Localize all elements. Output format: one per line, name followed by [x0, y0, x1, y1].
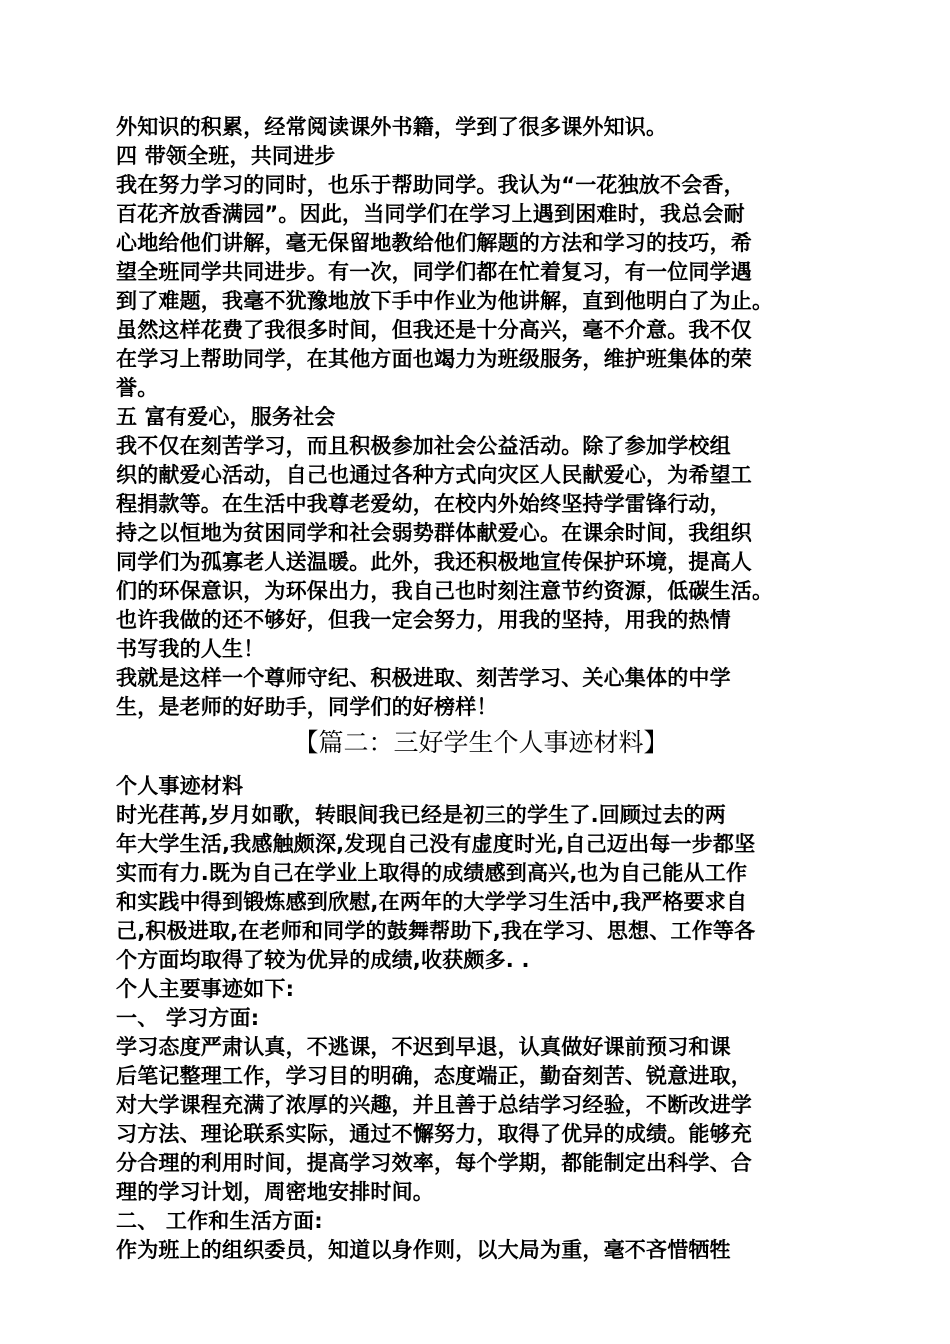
text-line: 和实践中得到锻炼感到欣慰,在两年的大学学习生活中,我严格要求自 — [116, 890, 748, 914]
text-line: 己,积极进取,在老师和同学的鼓舞帮助下,我在学习、思想、工作等各 — [116, 919, 756, 943]
subheading-four: 四 带领全班，共同进步 — [116, 144, 336, 168]
document-page — [116, 113, 846, 1265]
section-part2 — [116, 772, 846, 1265]
text-line: 在学习上帮助同学，在其他方面也竭力为班级服务，维护班集体的荣 — [116, 347, 752, 371]
text-line: 生，是老师的好助手，同学们的好榜样！ — [116, 695, 498, 719]
subheading-study: 一、 学习方面: — [116, 1006, 260, 1030]
section-title: 【篇二：三好学生个人事迹材料】 — [293, 728, 669, 757]
text-line: 程捐款等。在生活中我尊老爱幼，在校内外始终坚持学雷锋行动， — [116, 492, 731, 516]
text-line: 实而有力.既为自己在学业上取得的成绩感到高兴,也为自己能从工作 — [116, 861, 748, 885]
text-line: 外知识的积累，经常阅读课外书籍，学到了很多课外知识。 — [116, 115, 668, 139]
text-line: 后笔记整理工作，学习目的明确，态度端正，勤奋刻苦、锐意进取， — [116, 1064, 752, 1088]
text-line: 百花齐放香满园”。因此，当同学们在学习上遇到困难时，我总会耐 — [116, 202, 745, 226]
text-line: 习方法、理论联系实际，通过不懈努力，取得了优异的成绩。能够充 — [116, 1122, 752, 1146]
text-line: 我就是这样一个尊师守纪、积极进取、刻苦学习、关心集体的中学 — [116, 666, 731, 690]
text-line: 我在努力学习的同时，也乐于帮助同学。我认为“一花独放不会香， — [116, 173, 745, 197]
text-line: 同学们为孤寡老人送温暖。此外，我还积极地宣传保护环境，提高人 — [116, 550, 752, 574]
text-line: 们的环保意识，为环保出力，我自己也时刻注意节约资源，低碳生活。 — [116, 579, 774, 603]
text-line: 誉。 — [116, 376, 159, 400]
text-line: 年大学生活,我感触颇深,发现自己没有虚度时光,自己迈出每一步都坚 — [116, 832, 756, 856]
subheading-main-deeds: 个人主要事迹如下: — [116, 977, 295, 1001]
text-line: 心地给他们讲解，毫无保留地教给他们解题的方法和学习的技巧，希 — [116, 231, 752, 255]
text-line: 时光荏苒,岁月如歌，转眼间我已经是初三的学生了.回顾过去的两 — [116, 803, 726, 827]
text-line: 织的献爱心活动，自己也通过各种方式向灾区人民献爱心，为希望工 — [116, 463, 752, 487]
text-line: 作为班上的组织委员，知道以身作则，以大局为重，毫不吝惜牺牲 — [116, 1238, 731, 1262]
text-line: 持之以恒地为贫困同学和社会弱势群体献爱心。在课余时间，我组织 — [116, 521, 752, 545]
text-line: 到了难题，我毫不犹豫地放下手中作业为他讲解，直到他明白了为止。 — [116, 289, 774, 313]
text-line: 对大学课程充满了浓厚的兴趣，并且善于总结学习经验，不断改进学 — [116, 1093, 752, 1117]
text-line: 望全班同学共同进步。有一次，同学们都在忙着复习，有一位同学遇 — [116, 260, 752, 284]
text-line: 分合理的利用时间，提高学习效率，每个学期，都能制定出科学、合 — [116, 1151, 752, 1175]
subheading-personal-record: 个人事迹材料 — [116, 774, 244, 798]
text-line: 学习态度严肃认真，不逃课，不迟到早退，认真做好课前预习和课 — [116, 1035, 731, 1059]
text-line: 我不仅在刻苦学习，而且积极参加社会公益活动。除了参加学校组 — [116, 434, 731, 458]
section-part1 — [116, 113, 846, 722]
text-line: 书写我的人生！ — [116, 637, 265, 661]
text-line: 虽然这样花费了我很多时间，但我还是十分高兴，毫不介意。我不仅 — [116, 318, 752, 342]
text-line: 个方面均取得了较为优异的成绩,收获颇多. . — [116, 948, 530, 972]
text-line: 理的学习计划，周密地安排时间。 — [116, 1180, 434, 1204]
subheading-work-life: 二、 工作和生活方面: — [116, 1209, 323, 1233]
text-line: 也许我做的还不够好，但我一定会努力，用我的坚持，用我的热情 — [116, 608, 731, 632]
subheading-five: 五 富有爱心，服务社会 — [116, 405, 336, 429]
